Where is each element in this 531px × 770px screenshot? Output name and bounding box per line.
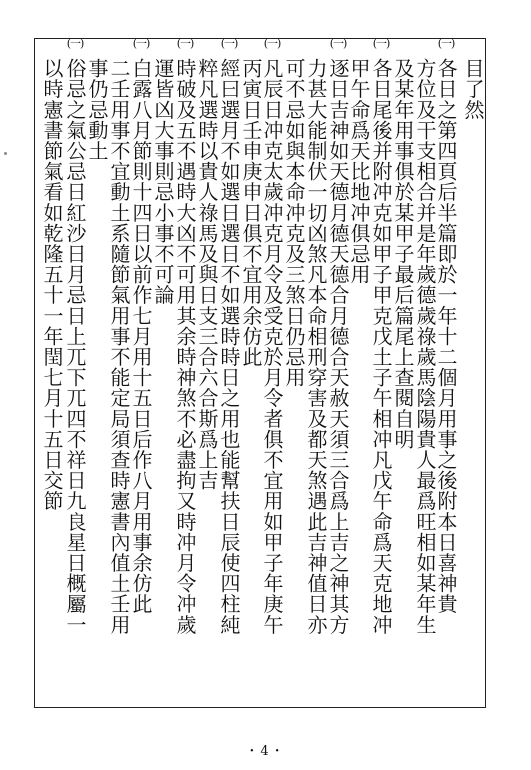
column-text: 俗忌之氣公忌日紅沙日月忌日上兀下兀四不祥日九良星日概屬一 — [63, 58, 87, 635]
column-text: 凡辰日冲克太歲冲克月令及受克於月令者俱不宜用如甲子年庚午 — [260, 58, 284, 635]
column-text: 甲午命爲天比地冲俱忌用 — [347, 58, 371, 285]
column-marker: (一) — [66, 37, 84, 50]
column-text: 白露八月節則十四日以前作七月用十五日后作八月用事余仿此 — [129, 58, 153, 615]
column-marker: (一) — [176, 37, 194, 50]
column-text: 各日尾後并附冲克如甲子甲克戊土子午相冲凡戊午命爲天克地冲 — [369, 58, 393, 635]
scan-dot — [4, 152, 7, 155]
page-number: ・4・ — [245, 744, 286, 759]
column-text: 以時憲書節氣看如乾隆五十一年閏七月十五日交節 — [40, 58, 64, 512]
column-text: 經曰選月不如選日選日不如選時時日之用也能幫扶日辰使四柱純 — [217, 58, 241, 635]
column-marker: (一) — [329, 37, 347, 50]
column-marker: (一) — [263, 37, 281, 50]
column-text: 丙寅日壬申庚申日俱不宜用余仿此 — [239, 58, 263, 367]
column-text: 運皆凶大事則忌小事不可論 — [151, 58, 175, 306]
column-text: 方位及干支相合并是年歲德歲祿歲馬陰陽貴人最爲旺相如某年生 — [413, 58, 437, 635]
column-marker: (一) — [372, 37, 390, 50]
column-text: 事仍忌動土 — [85, 58, 109, 161]
column-marker: (一) — [220, 37, 238, 50]
column-text: 粹凡選時以貴人祿馬及與日支三合六合斯爲上吉 — [195, 58, 219, 491]
column-text: 及某年用事俱於某甲子最后篇尾上查閱自明 — [391, 58, 415, 450]
column-marker: (一) — [437, 37, 455, 50]
column-text: 目了然 — [461, 58, 485, 120]
column-marker — [460, 36, 486, 51]
column-text: 可不忌如與本命冲克及三煞日仍忌用 — [282, 58, 306, 388]
text-column-extra — [37, 36, 67, 712]
text-column-1 — [458, 36, 488, 712]
column-text: 力甚大能制伏一切凶煞凡本命相刑穿害及都天煞遇此吉神值日亦 — [304, 58, 328, 635]
column-text: 二壬用事不宜動土系隨節氣用事不能定局須查時憲書內值土壬用 — [107, 58, 131, 635]
column-marker: (一) — [132, 37, 150, 50]
column-text: 時破及五不遇時大凶不可用其余時神煞不必盡拘又時冲月令冲歲 — [173, 58, 197, 635]
column-text: 逐日吉神如天德月德天德合月德合天赦天須三合爲上吉之神其方 — [326, 58, 350, 635]
column-text: 各日之第四頁后半篇即於一年十二個月用事之後附本日喜神貴 — [434, 58, 458, 615]
